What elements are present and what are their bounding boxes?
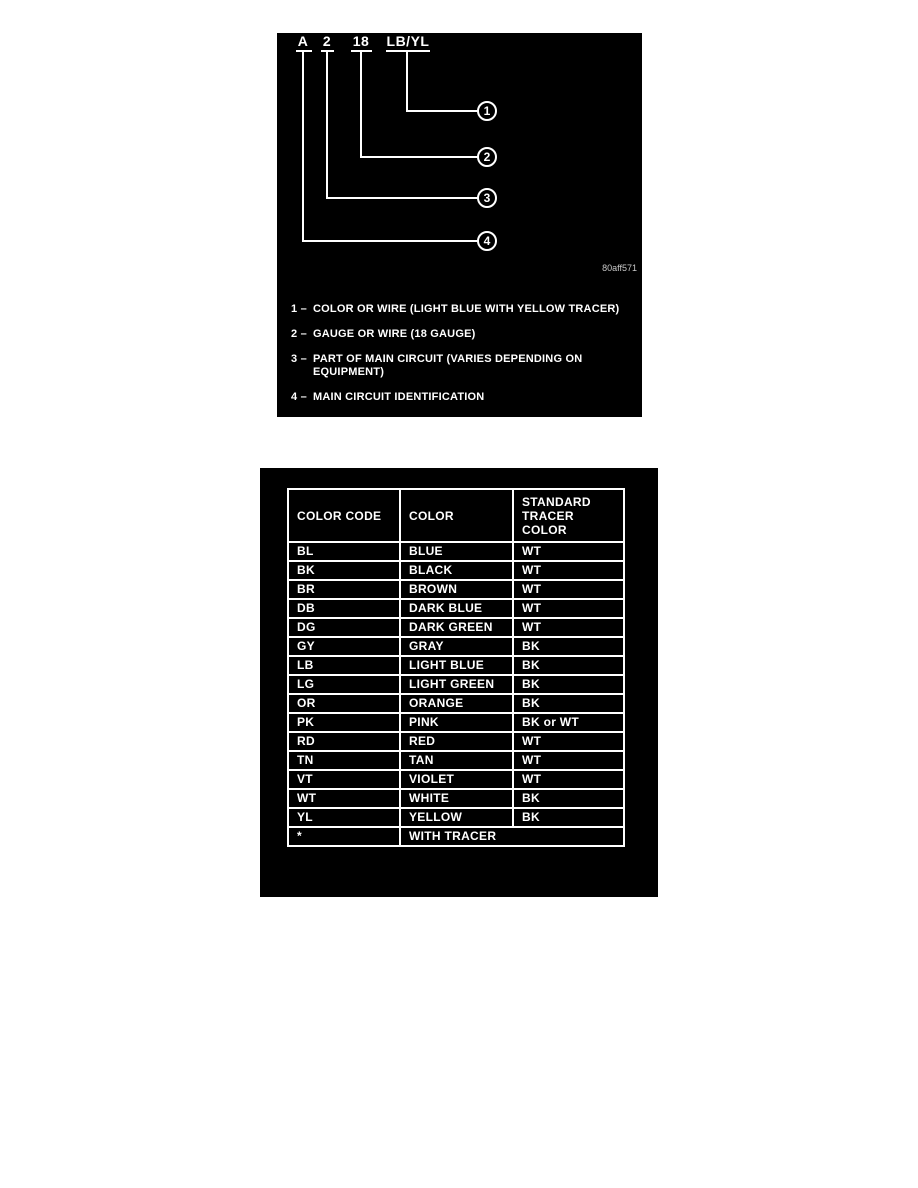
legend-item-number: 3 – <box>291 353 307 365</box>
cell-color-name: GRAY <box>400 637 513 656</box>
cell-color-name: RED <box>400 732 513 751</box>
cell-tracer-color: WT <box>513 732 624 751</box>
cell-color-name: DARK BLUE <box>400 599 513 618</box>
cell-color-code: WT <box>288 789 400 808</box>
callout-leader-lines <box>303 51 478 241</box>
cell-color-code: PK <box>288 713 400 732</box>
cell-tracer-color: WT <box>513 770 624 789</box>
cell-color-name: LIGHT BLUE <box>400 656 513 675</box>
cell-color-code: GY <box>288 637 400 656</box>
legend-item-number: 4 – <box>291 391 307 403</box>
table-row <box>288 599 624 618</box>
figure-image-code: 80aff571 <box>602 263 637 273</box>
legend-line: MAIN CIRCUIT IDENTIFICATION <box>313 391 485 403</box>
cell-color-name: LIGHT GREEN <box>400 675 513 694</box>
legend-line: PART OF MAIN CIRCUIT (VARIES DEPENDING ON <box>313 353 583 365</box>
cell-tracer-color: BK <box>513 694 624 713</box>
cell-tracer-color: WT <box>513 599 624 618</box>
cell-color-code: BK <box>288 561 400 580</box>
cell-color-code: DG <box>288 618 400 637</box>
table-row <box>288 694 624 713</box>
table-row <box>288 637 624 656</box>
callout-number-1: 1 <box>483 104 491 118</box>
legend-item-text <box>313 303 619 316</box>
cell-color-code: TN <box>288 751 400 770</box>
cell-tracer-color: WT <box>513 542 624 561</box>
code-part-circuit-part: 2 <box>322 33 332 49</box>
cell-tracer-color: BK or WT <box>513 713 624 732</box>
table-row <box>288 732 624 751</box>
wire-code-diagram-panel <box>277 33 642 417</box>
table-row <box>288 675 624 694</box>
table-row <box>288 770 624 789</box>
cell-with-tracer: WITH TRACER <box>400 827 624 846</box>
cell-color-name: PINK <box>400 713 513 732</box>
cell-tracer-color: WT <box>513 561 624 580</box>
legend-item-text <box>313 353 582 379</box>
cell-color-name: YELLOW <box>400 808 513 827</box>
legend-item-1 <box>291 303 634 316</box>
table-footer-row <box>288 827 624 846</box>
callout-circles <box>478 102 496 250</box>
table-row <box>288 713 624 732</box>
wire-code-diagram <box>277 33 642 283</box>
cell-color-name: ORANGE <box>400 694 513 713</box>
header-standard-tracer-color: STANDARD TRACER COLOR <box>513 489 624 542</box>
legend-item-number: 2 – <box>291 328 307 340</box>
cell-color-code: VT <box>288 770 400 789</box>
table-row <box>288 542 624 561</box>
cell-color-code: OR <box>288 694 400 713</box>
cell-tracer-color: BK <box>513 808 624 827</box>
legend-item-text <box>313 391 484 404</box>
cell-color-code: LG <box>288 675 400 694</box>
table-row <box>288 808 624 827</box>
table-row <box>288 580 624 599</box>
legend-item-4 <box>291 391 634 404</box>
diagram-legend <box>277 283 642 404</box>
legend-item-number: 1 – <box>291 303 307 315</box>
code-part-main-circuit: A <box>297 33 309 49</box>
color-code-table <box>287 488 625 847</box>
callout-number-4: 4 <box>483 234 491 248</box>
cell-tracer-color: BK <box>513 789 624 808</box>
cell-tracer-color: BK <box>513 675 624 694</box>
cell-color-name: WHITE <box>400 789 513 808</box>
cell-asterisk: * <box>288 827 400 846</box>
cell-tracer-color: BK <box>513 637 624 656</box>
cell-color-code: BR <box>288 580 400 599</box>
cell-color-name: TAN <box>400 751 513 770</box>
cell-color-code: BL <box>288 542 400 561</box>
table-row <box>288 656 624 675</box>
table-row <box>288 618 624 637</box>
legend-line: GAUGE OR WIRE (18 GAUGE) <box>313 328 476 340</box>
table-row <box>288 561 624 580</box>
code-part-color: LB/YL <box>386 33 430 49</box>
code-part-gauge: 18 <box>352 33 370 49</box>
cell-color-code: RD <box>288 732 400 751</box>
header-color-code: COLOR CODE <box>288 489 400 542</box>
legend-item-2 <box>291 328 634 341</box>
header-color: COLOR <box>400 489 513 542</box>
table-header-row <box>288 489 624 542</box>
table-row <box>288 751 624 770</box>
callout-number-3: 3 <box>483 191 491 205</box>
legend-line: EQUIPMENT) <box>313 366 385 378</box>
callout-number-2: 2 <box>483 150 491 164</box>
legend-item-text <box>313 328 475 341</box>
cell-color-name: VIOLET <box>400 770 513 789</box>
cell-color-code: DB <box>288 599 400 618</box>
color-code-table-panel <box>260 468 658 897</box>
legend-line: COLOR OR WIRE (LIGHT BLUE WITH YELLOW TRACER) <box>313 303 620 315</box>
cell-tracer-color: WT <box>513 580 624 599</box>
legend-item-3 <box>291 353 634 379</box>
cell-color-code: YL <box>288 808 400 827</box>
cell-color-code: LB <box>288 656 400 675</box>
cell-tracer-color: BK <box>513 656 624 675</box>
cell-color-name: BROWN <box>400 580 513 599</box>
cell-tracer-color: WT <box>513 751 624 770</box>
cell-color-name: DARK GREEN <box>400 618 513 637</box>
cell-color-name: BLUE <box>400 542 513 561</box>
cell-color-name: BLACK <box>400 561 513 580</box>
table-row <box>288 789 624 808</box>
cell-tracer-color: WT <box>513 618 624 637</box>
